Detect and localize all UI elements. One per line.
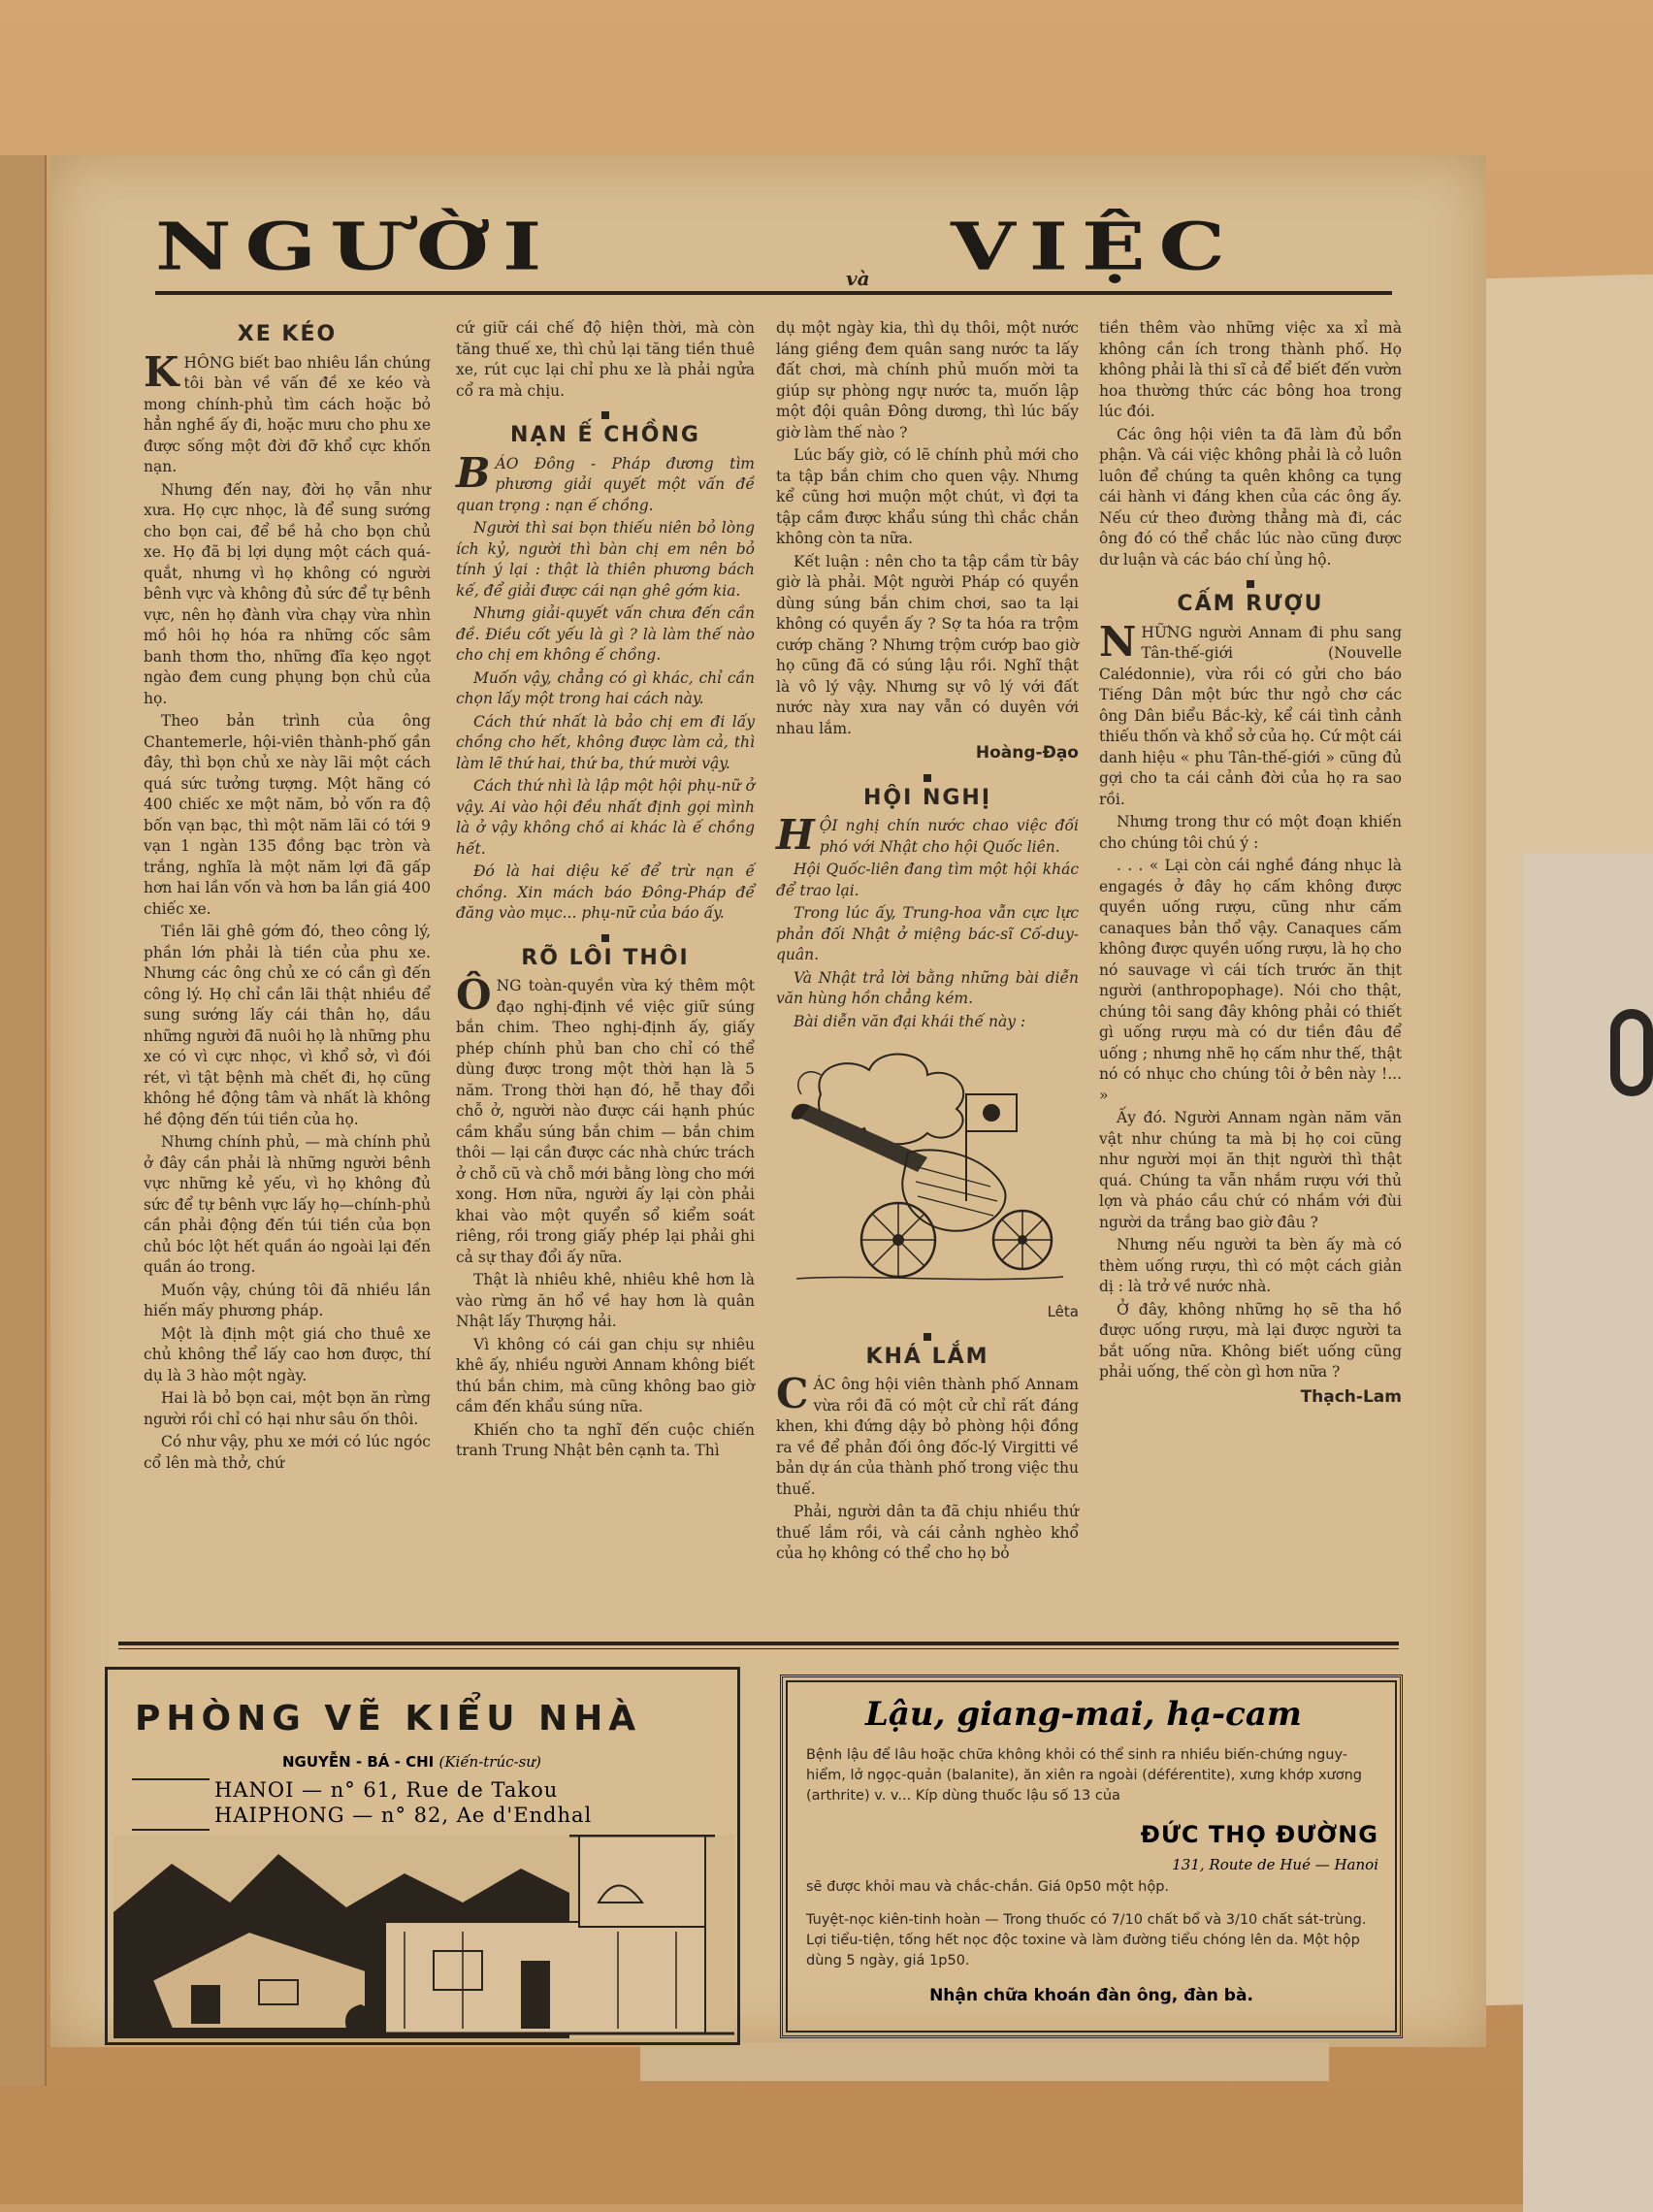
- dropcap: B: [456, 448, 491, 497]
- byline-thach-lam: Thạch-Lam: [1300, 1386, 1402, 1407]
- paragraph: ỘI nghị chín nước chao việc đối phó với Nhật cho hội Quốc liên.: [819, 817, 1079, 856]
- paragraph: ÁO Đông - Pháp đương tìm phương giải quyết một vấn đề quan trọng : nạn ế chồng.: [456, 454, 755, 514]
- paragraph: Lúc bấy giờ, có lẽ chính phủ mới cho ta tập bắn chim cho quen vậy. Nhưng kể cũng hơi muộn một chút, vì đợi ta tập cầm được khẩu súng thì chắc chắn không còn ta nữa.: [776, 446, 1079, 547]
- section-separator: [601, 934, 609, 942]
- ad-medicine-title: Lậu, giang-mai, hạ-cam: [865, 1695, 1302, 1734]
- dropcap: Ô: [456, 971, 492, 1019]
- paragraph: NG toàn-quyền vừa ký thêm một đạo nghị-định về việc giữ súng bắn chim. Theo nghị-định ấy, giấy phép chính phủ ban cho chỉ có thể dùng được trong một thời hạn là 5 năm. Trong thời hạn đó, hễ thay đổi chỗ ở, người nào được cái hạnh phúc cầm khẩu súng bắn chim — bắn chim thôi — lại cần được các nhà chức trách ở chỗ cũ và chỗ mới bằng lòng cho mới xong. Hơn nữa, người ấy lại còn phải khai vào một quyển sổ kiểm soát riêng, rồi trong giấy phép lại phải ghi cả sự thay đổi ấy nữa.: [456, 977, 755, 1266]
- paragraph: Vì không có cái gan chịu sự nhiêu khê ấy, nhiều người Annam không biết thú bắn chim, mà cũng không bao giờ cầm đến khẩu súng nữa.: [456, 1335, 755, 1415]
- ad-architect-name: [282, 1753, 541, 1771]
- paragraph: Theo bản trình của ông Chantemerle, hội-viên thành-phố gần đây, thì bọn chủ xe này lãi một cách quá sức tưởng tượng. Một hãng có 400 chiếc xe một năm, bỏ vốn ra độ bốn vạn bạc, thì một năm lãi có tới 9 vạn 1 ngàn 135 đồng bạc tròn và trắng, nghĩa là một năm lợi đã gấp hơn hai lần vốn và hơn ba lần giá 400 chiếc xe.: [144, 712, 431, 918]
- binder-clip: [1610, 1009, 1653, 1096]
- section-separator: [924, 774, 931, 782]
- paragraph: Nhưng trong thư có một đoạn khiến cho chúng tôi chú ý :: [1099, 813, 1402, 852]
- paragraph: Có như vậy, phu xe mới có lúc ngóc cổ lên mà thở, chứ: [144, 1433, 431, 1472]
- paragraph: Bài diễn văn đại khái thế này :: [794, 1012, 1026, 1030]
- bottom-rule: [118, 1642, 1399, 1645]
- address-haiphong: HAIPHONG — n° 82, Ae d'Endhal: [214, 1804, 593, 1827]
- paragraph: Nhưng nếu người ta bèn ấy mà có thèm uống rượu, thì có một cách giản dị : là trở về nước nhà.: [1099, 1236, 1402, 1295]
- paragraph: tiền thêm vào những việc xa xỉ mà không cần ích trong thành phố. Họ không phải là thi sĩ cả để biết đến vườn hoa thường thức các bông hoa trong lúc đói.: [1099, 319, 1402, 420]
- column-2: [456, 318, 755, 1464]
- ad-medicine-text-1: Bệnh lậu để lâu hoặc chữa không khỏi có thể sinh ra nhiều biến-chứng nguy-hiểm, lở ngọc-quản (balanite), ăn xiên ra ngoài (déférentite), xưng khớp xương (arthrite) v. v... Kíp dùng thuốc lậu số 13 của: [806, 1747, 1362, 1804]
- heading-nan-e-chong: NẠN Ế CHỒNG: [510, 423, 700, 447]
- paragraph: Cách thứ nhất là bảo chị em đi lấy chồng cho hết, không được làm cả, thì làm lẽ thứ hai, thứ ba, thứ mười vậy.: [456, 712, 755, 772]
- byline-hoang-dao: Hoàng-Đạo: [975, 743, 1079, 763]
- bottom-rule-thin: [118, 1648, 1399, 1649]
- paragraph: Phải, người dân ta đã chịu nhiều thứ thuế lắm rồi, và cái cảnh nghèo khổ của họ không có thể cho họ bỏ: [776, 1503, 1079, 1562]
- paragraph: . . . « Lại còn cái nghề đáng nhục là engagés ở đây họ cấm không được quyền uống rượu, cũng như cấm canaques bản thổ vậy. Canaques cấm không được quyền uống rượu, là họ cho nó sauvage vì cái tích trước ăn thịt người (anthropophage). Nói cho thật, chúng tôi sang đây không phải có thiết gì uống rượu mà có dư tiền đâu để uống ; nhưng nhẽ họ cấm như thế, thật nó có nhục cho chúng tôi ở bên này !... »: [1099, 857, 1402, 1104]
- heading-xe-keo: XE KÉO: [237, 322, 338, 346]
- masthead-va: và: [846, 267, 870, 290]
- paragraph: Nhưng chính phủ, — mà chính phủ ở đây cần phải là những người bênh vực những kẻ yếu, vì họ không đủ sức để tự bênh vực lấy họ—chính-phủ cần phải động đến túi tiền của bọn chủ bóc lột hết quần áo ngoài lại đến quần áo trong.: [144, 1133, 431, 1276]
- ad-medicine-text-3: Tuyệt-nọc kiên-tinh hoàn — Trong thuốc có 7/10 chất bổ và 3/10 chất sát-trùng. Lợi tiểu-tiện, tống hết nọc độc toxine và làm đường tiểu chóng lên da. Một hộp dùng 5 ngày, giá 1p50.: [806, 1912, 1367, 1968]
- paragraph: Các ông hội viên ta đã làm đủ bổn phận. Và cái việc không phải là cỏ luôn luôn để chúng ta quên không ca tụng cái hành vi đáng khen của các ông ấy. Nếu cứ theo đường thẳng mà đi, các ông đó có thể chắc lúc nào cũng được dư luận và các báo chí ủng hộ.: [1099, 425, 1402, 569]
- paragraph: Hai là bỏ bọn cai, một bọn ăn rừng người rồi chỉ có hại như sâu ốn thôi.: [144, 1389, 431, 1428]
- masthead-left: NGƯỜI: [155, 209, 556, 285]
- house-illustration: [113, 1835, 734, 2038]
- paragraph: Ở đây, không những họ sẽ tha hồ được uống rượu, mà lại được người ta bắt uống nữa. Không biết uống cũng phải uống, thế còn gì hơn nữa ?: [1099, 1300, 1402, 1381]
- medicine-advertisement: [780, 1675, 1403, 2038]
- column-3: [776, 318, 1079, 1567]
- masthead-right: VIỆC: [951, 209, 1239, 285]
- paragraph: HỮNG người Annam đi phu sang Tân-thế-giới (Nouvelle Calédonnie), vừa rồi có gửi cho báo Tiếng Dân một bức thư ngỏ chơ các ông Dân biểu Bắc-kỳ, kể cái tình cảnh thiếu thốn và khổ sở của họ. Cứ một cái danh hiệu « phu Tân-thế-giới » cũng đủ gợi cho ta cái cảnh đời của họ ra sao rồi.: [1099, 623, 1402, 808]
- paragraph: HÔNG biết bao nhiêu lần chúng tôi bàn về vấn đề xe kéo và mong chính-phủ tìm cách hoặc bỏ hẳn nghề ấy đi, hoặc mưu cho phu xe được sống một đời đỡ khổ cực khốn nạn.: [144, 353, 431, 475]
- paragraph: cứ giữ cái chế độ hiện thời, mà còn tăng thuế xe, thì chủ lại tăng tiền thuê xe, rút cục lại chỉ phu xe là phải ngửa cổ ra mà chịu.: [456, 319, 755, 400]
- paragraph: Ấy đó. Người Annam ngàn năm văn vật như chúng ta mà bị họ coi cũng như người mọi ăn thịt người thì thật quá. Chúng ta vẫn nhắm rượu với thủ lợn và pháo cầu chứ có nhầm với đùi người da trắng bao giờ đâu ?: [1099, 1109, 1402, 1231]
- paragraph: Hội Quốc-liên đang tìm một hội khác để trao lại.: [776, 861, 1079, 899]
- section-separator: [924, 1333, 931, 1341]
- paragraph: Thật là nhiêu khê, nhiêu khê hơn là vào rừng ăn hổ về hay hơn là quân Nhật lấy Thượng hải.: [456, 1271, 755, 1330]
- heading-hoi-nghi: HỘI NGHỊ: [862, 785, 992, 810]
- bottom-page-edge: [640, 2042, 1329, 2081]
- dropcap: H: [776, 811, 815, 859]
- paragraph: Kết luận : nên cho ta tập cầm từ bây giờ là phải. Một người Pháp có quyền dùng súng bắn chim chơi, sao ta lại không có quyền ấy ? Sợ ta hóa ra trộm cướp chăng ? Nhưng trộm cướp bao giờ họ cũng đã có súng lậu rồi. Nghĩ thật là vô lý vậy. Nhưng sự vô lý với đất nước này xưa nay vẫn có duyên với nhau lắm.: [776, 552, 1079, 737]
- paragraph: Muốn vậy, chúng tôi đã nhiều lần hiến mấy phương pháp.: [144, 1281, 431, 1319]
- illustration-signature: Lêta: [1047, 1303, 1079, 1320]
- paragraph: Một là định một giá cho thuê xe chủ không thể lấy cao hơn được, thí dụ là 3 hào một ngày.: [144, 1324, 431, 1384]
- architect-name: NGUYỄN - BÁ - CHI: [282, 1753, 435, 1771]
- paragraph: ÁC ông hội viên thành phố Annam vừa rồi đã có một cử chỉ rất đáng khen, khi đứng dậy bỏ phòng hội đồng ra về để phản đối ông đốc-lý Virgitti về bản dự án của thành phố trong việc thu thuế.: [776, 1376, 1079, 1498]
- ad-architect-title: PHÒNG VẼ KIỂU NHÀ: [135, 1699, 642, 1739]
- heading-cam-ruou: CẤM RƯỢU: [1177, 592, 1324, 616]
- cannon-cartoon-illustration: [782, 1036, 1073, 1298]
- ad-medicine-footer: Nhận chữa khoán đàn ông, đàn bà.: [929, 1986, 1253, 2005]
- ad-brand-duc-tho-duong: ĐỨC THỌ ĐƯỜNG: [1140, 1821, 1378, 1848]
- section-separator: [601, 411, 609, 419]
- paragraph: Cách thứ nhì là lập một hội phụ-nữ ở vậy. Ai vào hội đều nhất định gọi mình là ở vậy không chồ ai khác là ế chồng hết.: [456, 777, 755, 858]
- paragraph: Khiến cho ta nghĩ đến cuộc chiến tranh Trung Nhật bên cạnh ta. Thì: [456, 1420, 755, 1459]
- paragraph: Muốn vậy, chẳng có gì khác, chỉ cần chọn lấy một trong hai cách này.: [456, 668, 755, 707]
- dropcap: N: [1099, 617, 1137, 666]
- architect-advertisement: [105, 1667, 740, 2045]
- left-page-edge: [0, 155, 47, 2086]
- column-4: [1099, 318, 1402, 1408]
- architect-role: (Kiến-trúc-sư): [438, 1753, 541, 1771]
- dropcap: C: [776, 1370, 809, 1417]
- paragraph: Trong lúc ấy, Trung-hoa vẫn cực lực phản đối Nhật ở miệng bác-sĩ Cố-duy-quân.: [776, 904, 1079, 963]
- ad-medicine-text-2: sẽ được khỏi mau và chắc-chắn. Giá 0p50 một hộp.: [806, 1879, 1170, 1895]
- section-separator: [1247, 580, 1254, 588]
- paragraph: dụ một ngày kia, thì dụ thôi, một nước láng giềng đem quân sang nước ta lấy đất chơi, mà chính phủ muốn mời ta giúp sự phòng ngự nước ta, muốn lập một đội quân Đông dương, thì lúc bấy giờ làm thế nào ?: [776, 319, 1079, 441]
- masthead-underline: [155, 291, 1392, 295]
- column-1: [144, 318, 431, 1476]
- ad-brand-address: 131, Route de Hué — Hanoi: [1172, 1856, 1378, 1873]
- dropcap: K: [144, 347, 179, 396]
- paragraph: Tiền lãi ghê gớm đó, theo công lý, phần lớn phải là tiền của phu xe. Nhưng các ông chủ xe có cần gì đến công lý. Họ chỉ cần lãi thật nhiều để sung sướng lấy cái thân họ, dầu những người đã nuôi họ là những phu xe có vì cực nhọc, vì khổ sở, vì đói rét, vì tật bệnh mà chết đi, họ cũng không hề động tâm và nhất là không hề động đến túi tiền của họ.: [144, 923, 431, 1128]
- paragraph: Người thì sai bọn thiếu niên bỏ lòng ích kỷ, người thì bàn chị em nên bỏ tính ý lại : thật là thiên phương bách kế, để giải được cái nạn ghê gớm kia.: [456, 519, 755, 600]
- address-hanoi: HANOI — n° 61, Rue de Takou: [214, 1778, 559, 1802]
- heading-kha-lam: KHÁ LẮM: [865, 1344, 989, 1369]
- heading-ro-loi-thoi: RÕ LÔI THÔI: [521, 945, 690, 970]
- paragraph: Đó là hai diệu kế để trừ nạn ế chồng. Xin mách báo Đông-Pháp để đăng vào mục... phụ-nữ của báo ấy.: [456, 862, 755, 922]
- paragraph: Và Nhật trả lời bằng những bài diễn văn hùng hồn chẳng kém.: [776, 968, 1079, 1007]
- decorative-lines: [132, 1778, 210, 1831]
- paragraph: Nhưng đến nay, đời họ vẫn như xưa. Họ cực nhọc, là để sung sướng cho bọn cai, để bề hả cho bọn chủ xe. Họ đã bị lợi dụng một cách quá-quắt, nhưng vì họ không có người bênh vực và không đủ sức để tự bênh vực, nên họ đành vừa chạy vừa nhìn mồ hôi họ hóa ra những cốc sâm banh thơm tho, những đĩa kẹo ngọt ngào đem cung phụng bọn chủ của họ.: [144, 480, 431, 707]
- paragraph: Nhưng giải-quyết vấn chưa đến cần đề. Điều cốt yếu là gì ? là làm thế nào cho chị em không ế chồng.: [456, 604, 755, 664]
